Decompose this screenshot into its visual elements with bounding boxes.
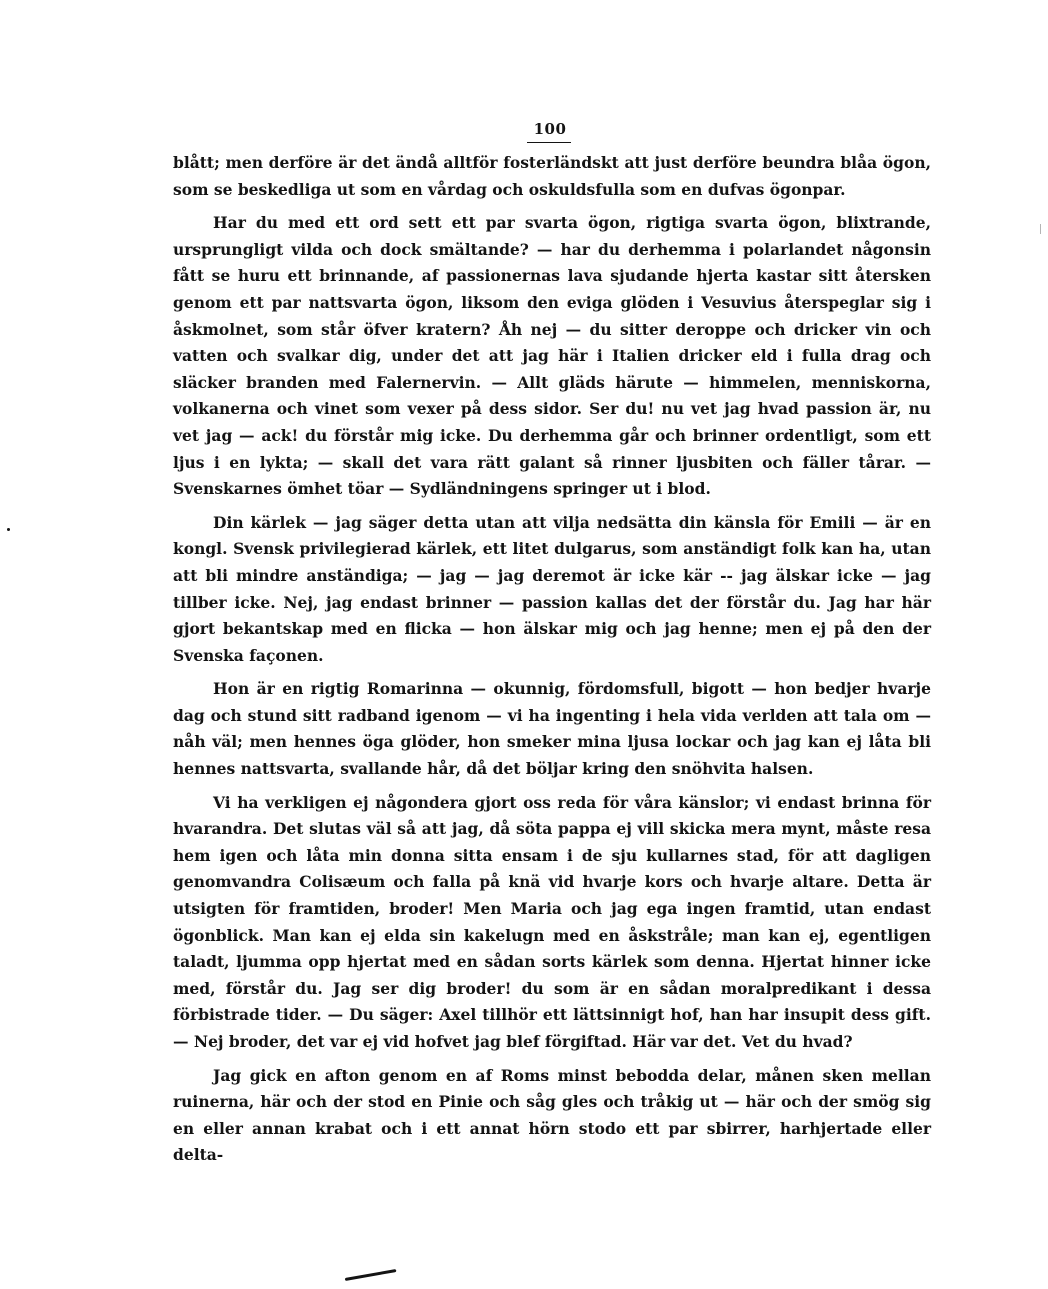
page-number: 100 [533,120,567,138]
paragraph-1: blått; men derföre är det ändå alltför fosterländskt att just derföre beundra blåa ögon, som se beskedliga ut som en vårdag och oskuldsfulla som en dufvas ögonpar. [173,153,931,199]
paragraph-3: Din kärlek — jag säger detta utan att vilja nedsätta din känsla för Emili — är en kongl. Svensk privilegierad kärlek, ett litet dulgarus, som anständigt folk kan ha, utan att bli mindre anständiga; — jag — jag deremot är icke kär -- jag älskar icke — jag tillber icke. Nej, jag endast brinner — passion kallas det der förstår du. Jag har här gjort bekantskap med en flicka — hon älskar mig och jag henne; men ej på den der Svenska façonen. [173,512,931,665]
paragraph-4: Hon är en rigtig Romarinna — okunnig, fördomsfull, bigott — hon bedjer hvarje dag och stund sitt radband igenom — vi ha ingenting i hela vida verlden att tala om — nåh väl; men hennes öga glöder, hon smeker mina ljusa lockar och jag kan ej låta bli hennes nattsvarta, svallande hår, då det böljar kring den snöhvita halsen. [173,679,931,779]
body-text [173,150,931,1176]
ink-flourish [345,1269,397,1281]
paragraph-6: Jag gick en afton genom en af Roms minst bebodda delar, månen sken mellan ruinerna, här och der stod en Pinie och såg gles och tråkig ut — här och der smög sig en eller annan krabat och i ett annat hörn stodo ett par sbirrer, harhjertade eller delta- [173,1065,931,1165]
page-number-rule [527,142,571,143]
paragraph-2: Har du med ett ord sett ett par svarta ögon, rigtiga svarta ögon, blixtrande, ursprungligt vilda och dock smältande? — har du derhemma i polarlandet någonsin fått se huru ett brinnande, af passionernas lava sjudande hjerta kastar sitt återsken genom ett par nattsvarta ögon, liksom den eviga glöden i Vesuvius återspeglar sig i åskmolnet, som står öfver kratern? Åh nej — du sitter deroppe och dricker vin och vatten och svalkar dig, under det att jag här i Italien dricker eld i fulla drag och släcker branden med Falernervin. — Allt gläds härute — himmelen, menniskorna, volkanerna och vinet som vexer på dess sidor. Ser du! nu vet jag hvad passion är, nu vet jag — ack! du förstår mig icke. Du derhemma går och brinner ordentligt, som ett ljus i en lykta; — skall det vara rätt galant så rinner ljusbiten och fäller tårar. — Svenskarnes ömhet töar — Sydländningens springer ut i blod. [173,213,931,499]
margin-tick [1040,224,1041,234]
margin-dot [7,528,10,531]
paragraph-5: Vi ha verkligen ej någondera gjort oss reda för våra känslor; vi endast brinna för hvarandra. Det slutas väl så att jag, då söta pappa ej vill skicka mera mynt, måste resa hem igen och låta min donna sitta ensam i de sju kullarnes stad, för att dagligen genomvandra Colisæum och falla på knä vid hvarje kors och hvarje altare. Detta är utsigten för framtiden, broder! Men Maria och jag ega ingen framtid, utan endast ögonblick. Man kan ej elda sin kakelugn med en åskstråle; man kan ej, egentligen taladt, ljumma opp hjertat med en sådan sorts kärlek som denna. Hjertat hinner icke med, förstår du. Jag ser dig broder! du som är en sådan moralpredikant i dessa förbistrade tider. — Du säger: Axel tillhör ett lättsinnigt hof, han har insupit dess gift. — Nej broder, det var ej vid hofvet jag blef förgiftad. Här var det. Vet du hvad? [173,792,931,1051]
